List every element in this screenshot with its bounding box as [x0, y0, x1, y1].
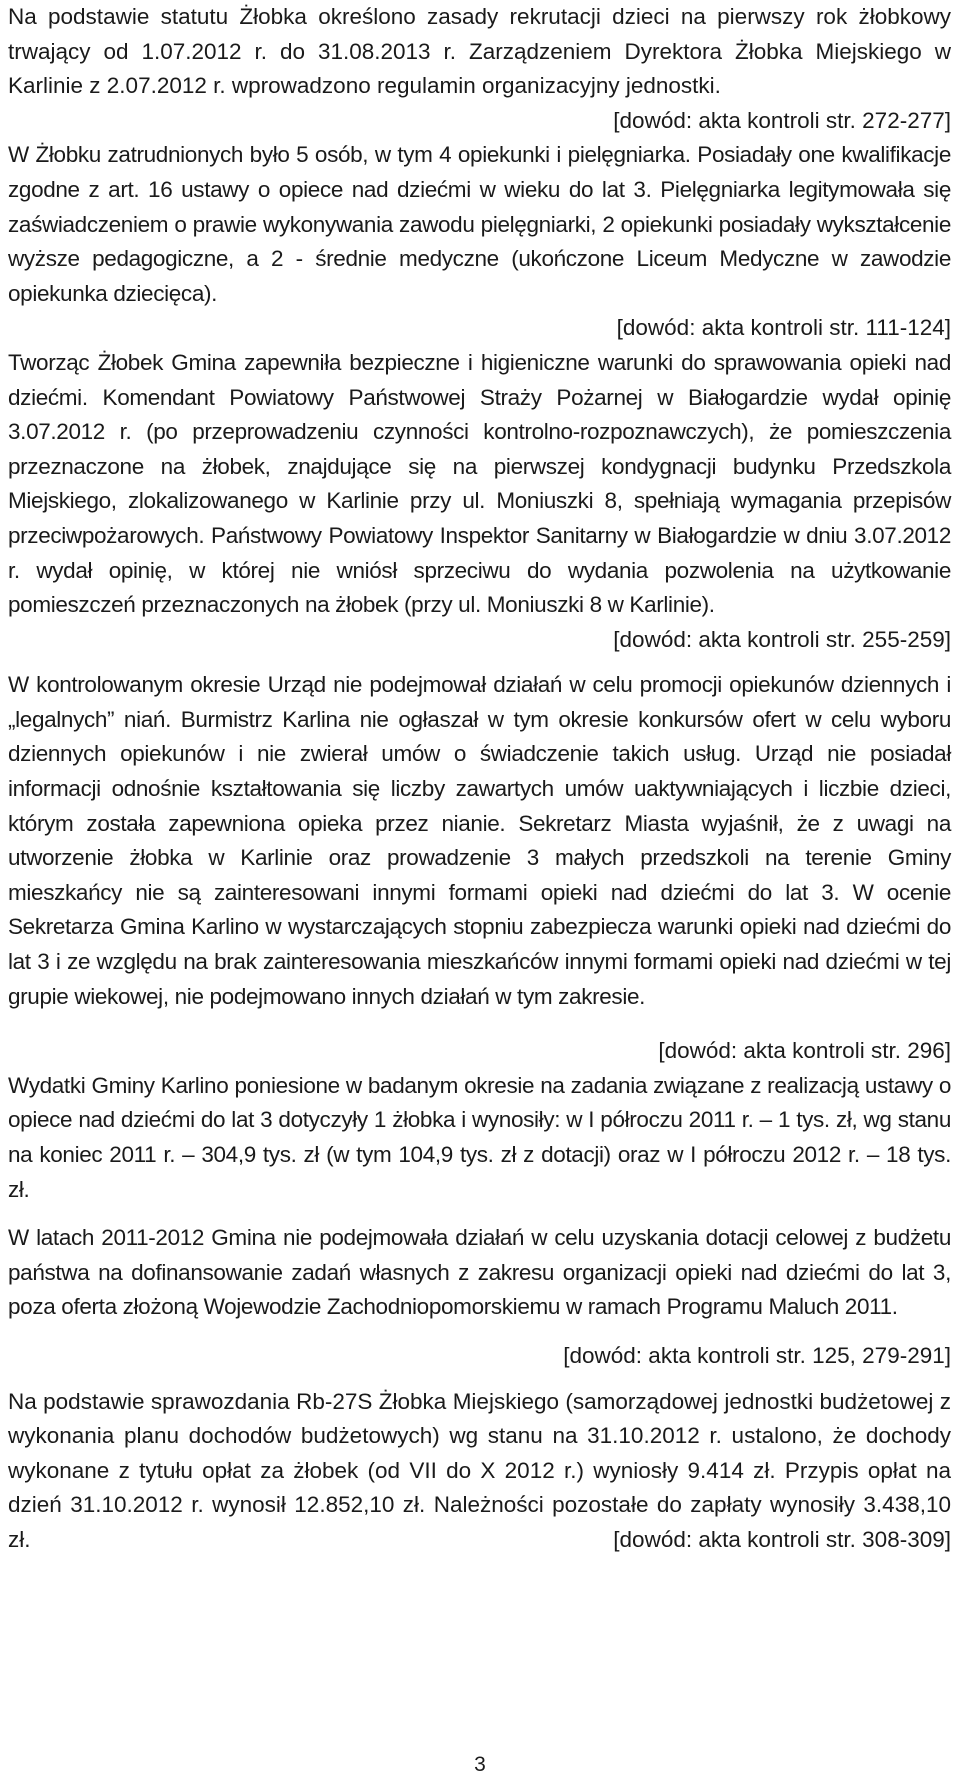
paragraph-staff: W Żłobku zatrudnionych było 5 osób, w tym 4 opiekunki i pielęgniarka. Posiadały one kwalifikacje zgodne z art. 16 ustawy o opiece nad dziećmi w wieku do lat 3. Pielęgniarka legitymowała się zaświadczeniem o prawie wykonywania zawodu pielęgniarki, 2 opiekunki posiadały wykształcenie wyższe pedagogiczne, a 2 - średnie medyczne (ukończone Liceum Medyczne w zawodzie opiekunka dziecięca). [8, 142, 951, 306]
evidence-reference: [dowód: akta kontroli str. 308-309] [613, 1526, 951, 1552]
evidence-reference: [dowód: akta kontroli str. 125, 279-291] [563, 1342, 951, 1368]
paragraph-nannies: W kontrolowanym okresie Urząd nie podejmował działań w celu promocji opiekunów dziennych i „legalnych” niań. Burmistrz Karlina nie ogłaszał w tym okresie konkursów ofert w celu wyboru dziennych opiekunów i nie zwierał umów o świadczenie takich usług. Urząd nie posiadał informacji odnośnie kształtowania się liczby zawartych umów uaktywniających i liczbie dzieci, którym została zapewniona opieka przez nianie. Sekretarz Miasta wyjaśnił, że z uwagi na utworzenie żłobka w Karlinie oraz prowadzenie 3 małych przedszkoli na terenie Gminy mieszkańcy nie są zainteresowani innymi formami opieki nad dziećmi do lat 3. W ocenie Sekretarza Gmina Karlino w wystarczających stopniu zabezpiecza warunki opieki nad dziećmi do lat 3 i ze względu na brak zainteresowania mieszkańców innymi formami opieki nad dziećmi w tej grupie wiekowej, nie podejmowano innych działań w tym zakresie. [8, 672, 951, 1009]
evidence-reference: [dowód: akta kontroli str. 255-259] [613, 626, 951, 652]
spacer [8, 1207, 951, 1221]
page-number: 3 [474, 1753, 486, 1776]
evidence-reference: [dowód: akta kontroli str. 111-124] [616, 315, 951, 341]
paragraph-text: Na podstawie sprawozdania Rb-27S Żłobka Miejskiego (samorządowej jednostki budżetowej z wykonania planu dochodów budżetowych) wg stanu na 31.10.2012 r. ustalono, że dochody wykonane z tytułu opłat za żłobek (od VII do X 2012 r.) wyniosły 9.414 zł. Przypis opłat na dzień 31.10.2012 r. wynosił 12.852,10 zł. Należności pozostałe do zapłaty wynosiły 3.438,10 zł. [8, 1388, 951, 1552]
paragraph-safety-conditions: Tworząc Żłobek Gmina zapewniła bezpieczne i higieniczne warunki do sprawowania opieki nad dziećmi. Komendant Powiatowy Państwowej Straży Pożarnej w Białogardzie wydał opinię 3.07.2012 r. (po przeprowadzeniu czynności kontrolno-rozpoznawczych), że pomieszczenia przeznaczone na żłobek, znajdujące się na pierwszej kondygnacji budynku Przedszkola Miejskiego, zlokalizowanego w Karlinie przy ul. Moniuszki 8, spełniają wymagania przepisów przeciwpożarowych. Państwowy Powiatowy Inspektor Sanitarny w Białogardzie w dniu 3.07.2012 r. wydał opinię, w której nie wniósł sprzeciwu do wydania pozwolenia na użytkowanie pomieszczeń przeznaczonych na żłobek (przy ul. Moniuszki 8 w Karlinie). [8, 349, 951, 618]
paragraph-subsidies: W latach 2011-2012 Gmina nie podejmowała działań w celu uzyskania dotacji celowej z budżetu państwa na dofinansowanie zadań własnych z zakresu organizacji opieki nad dziećmi do lat 3, poza oferta złożoną Wojewodzie Zachodniopomorskiemu w ramach Programu Maluch 2011. [8, 1225, 951, 1320]
paragraph-income-report [8, 1385, 951, 1558]
spacer [8, 657, 951, 668]
evidence-reference: [dowód: akta kontroli str. 272-277] [613, 107, 951, 133]
spacer [8, 1014, 951, 1034]
evidence-reference: [dowód: akta kontroli str. 296] [658, 1038, 951, 1064]
paragraph-recruitment: Na podstawie statutu Żłobka określono zasady rekrutacji dzieci na pierwszy rok żłobkowy trwający od 1.07.2012 r. do 31.08.2013 r. Zarządzeniem Dyrektora Żłobka Miejskiego w Karlinie z 2.07.2012 r. wprowadzono regulamin organizacyjny jednostki. [8, 4, 951, 99]
paragraph-expenditures: Wydatki Gminy Karlino poniesione w badanym okresie na zadania związane z realizacją ustawy o opiece nad dziećmi do lat 3 dotyczyły 1 żłobka i wynosiły: w I półroczu 2011 r. – 1 tys. zł, wg stanu na koniec 2011 r. – 304,9 tys. zł (w tym 104,9 tys. zł z dotacji) oraz w I półroczu 2012 r. – 18 tys. zł. [8, 1072, 951, 1202]
spacer [8, 1325, 951, 1339]
spacer [8, 1374, 951, 1385]
